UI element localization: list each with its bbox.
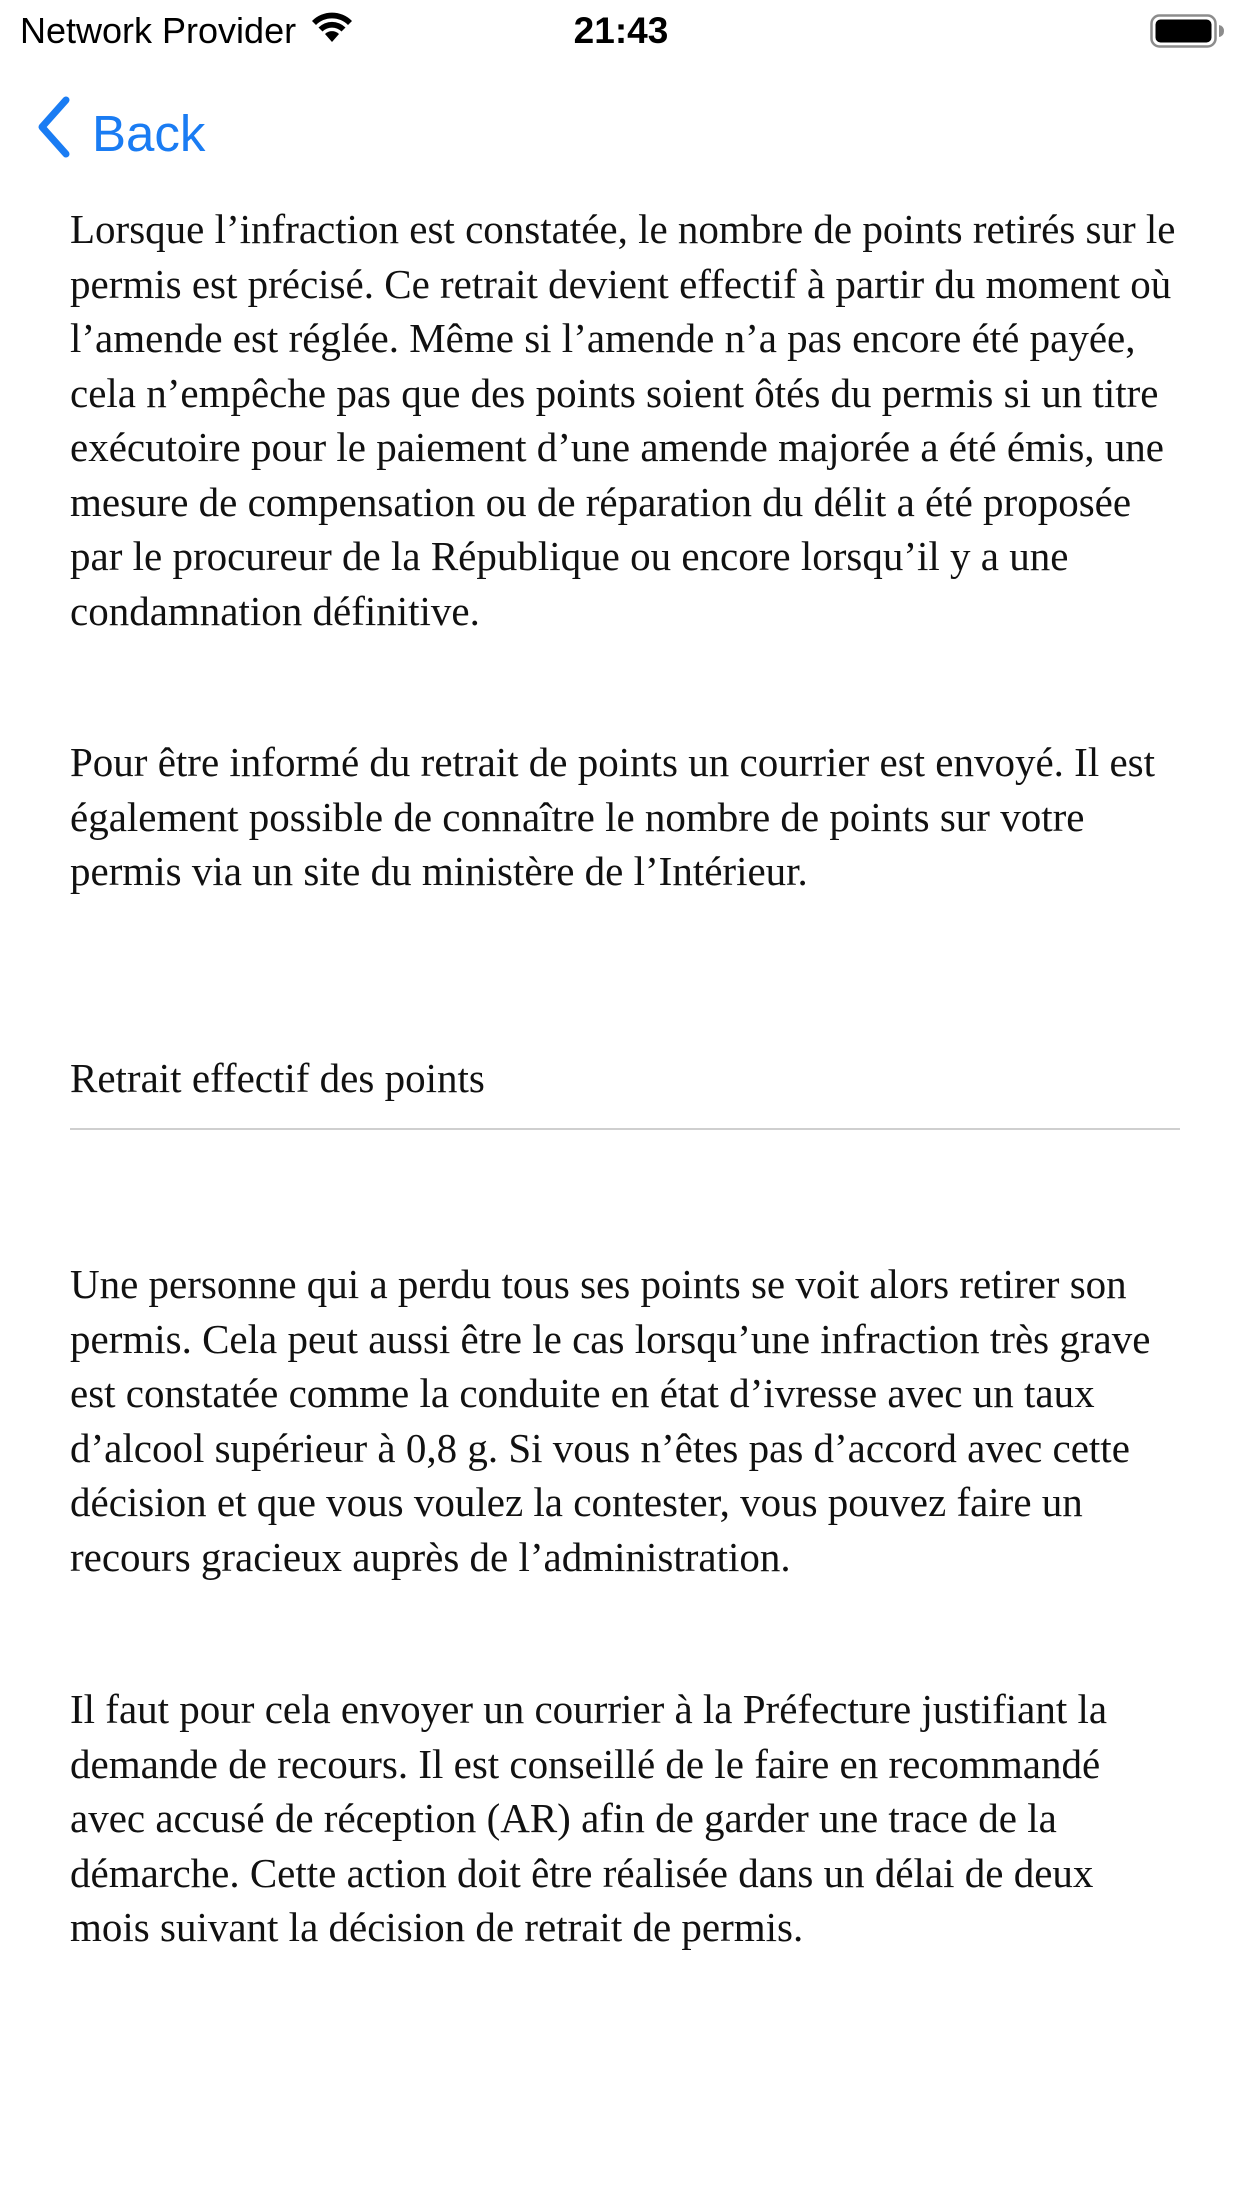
paragraph-4: Il faut pour cela envoyer un courrier à la Préfecture justifiant la demande de recours. Il est conseillé de le faire en recommandé avec accusé de réception (AR) afin de garder une trace de la démarche. Cette action doit être réalisée dans un délai de deux mois suivant la décision de retrait de permis.	[70, 1686, 1108, 1950]
carrier-name: Network Provider	[20, 10, 297, 51]
navigation-bar	[0, 80, 1242, 176]
battery-icon	[1150, 14, 1226, 53]
chevron-left-icon	[36, 96, 72, 170]
status-time: 21:43	[573, 10, 669, 51]
section-title: Retrait effectif des points	[70, 1055, 485, 1101]
paragraph-2: Pour être informé du retrait de points un courrier est envoyé. Il est également possible de connaître le nombre de points sur votre permis via un site du ministère de l’Intérieur.	[70, 739, 1156, 894]
status-bar	[0, 0, 1242, 62]
back-button[interactable]	[36, 96, 205, 170]
section-divider	[70, 1128, 1180, 1130]
paragraph-1: Lorsque l’infraction est constatée, le nombre de points retirés sur le permis est précisé. Ce retrait devient effectif à partir du moment où l’amende est réglée. Même si l’amende n’a pas encore été payée, cela n’empêche pas que des points soient ôtés du permis si un titre exécutoire pour le paiement d’une amende majorée a été émis, une mesure de compensation ou de réparation du délit a été proposée par le procureur de la République ou encore lorsqu’il y a une condamnation définitive.	[70, 206, 1176, 634]
paragraph-3: Une personne qui a perdu tous ses points se voit alors retirer son permis. Cela peut aussi être le cas lorsqu’une infraction très grave est constatée comme la conduite en état d’ivresse avec un taux d’alcool supérieur à 0,8 g. Si vous n’êtes pas d’accord avec cette décision et que vous voulez la contester, vous pouvez faire un recours gracieux auprès de l’administration.	[70, 1261, 1151, 1580]
back-button-label: Back	[92, 104, 206, 162]
